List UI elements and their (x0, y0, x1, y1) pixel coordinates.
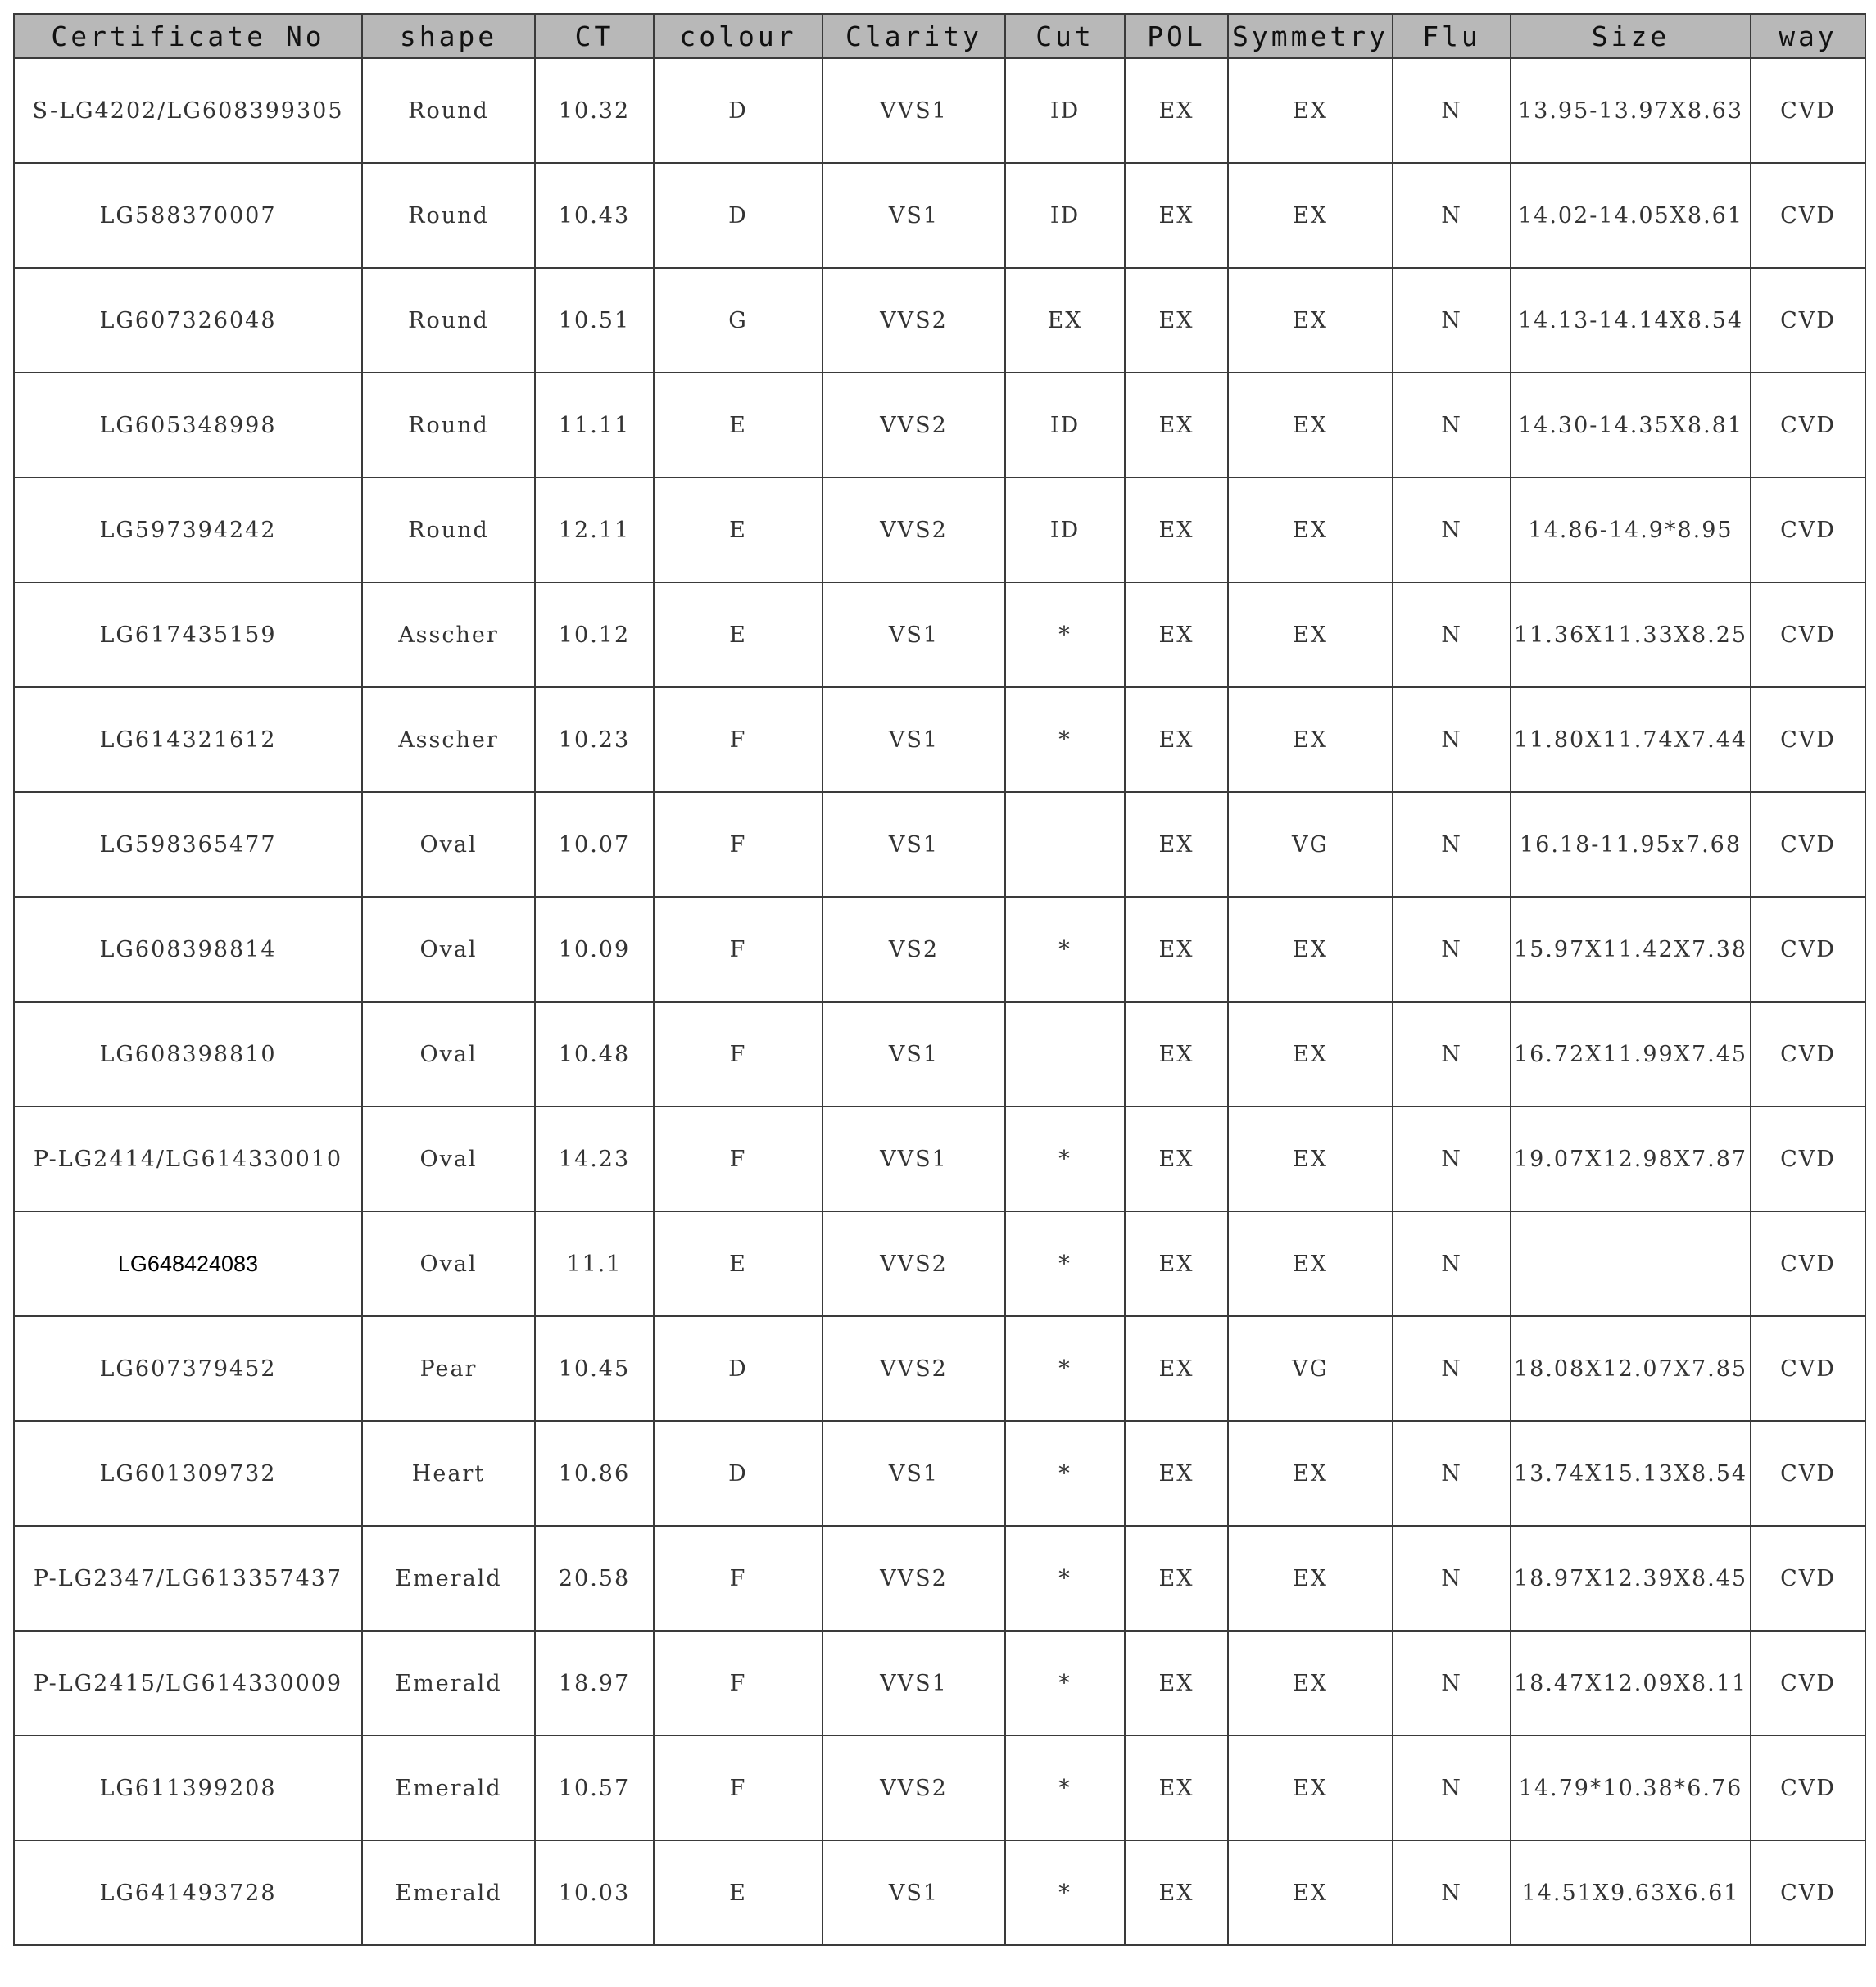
cell-pol: EX (1125, 163, 1228, 268)
cell-ct: 11.1 (535, 1211, 654, 1316)
cell-certificate-no: LG605348998 (14, 373, 362, 478)
cell-shape: Round (362, 373, 535, 478)
cell-ct: 10.03 (535, 1840, 654, 1945)
table-row (14, 478, 1865, 582)
cell-certificate-no: LG614321612 (14, 687, 362, 792)
cell-flu: N (1393, 1736, 1511, 1840)
cell-pol: EX (1125, 58, 1228, 163)
table-row (14, 1002, 1865, 1107)
cell-cut: * (1005, 1840, 1125, 1945)
cell-flu: N (1393, 1316, 1511, 1421)
cell-colour: F (654, 1107, 822, 1211)
cell-shape: Oval (362, 1211, 535, 1316)
cell-pol: EX (1125, 1631, 1228, 1736)
cell-size: 18.97X12.39X8.45 (1511, 1526, 1751, 1631)
cell-shape: Asscher (362, 582, 535, 687)
cell-symmetry: EX (1228, 1211, 1393, 1316)
cell-ct: 18.97 (535, 1631, 654, 1736)
cell-cut: ID (1005, 58, 1125, 163)
cell-clarity: VS1 (822, 1421, 1005, 1526)
cell-cut (1005, 792, 1125, 897)
cell-size: 13.95-13.97X8.63 (1511, 58, 1751, 163)
cell-cut: * (1005, 897, 1125, 1002)
cell-colour: F (654, 1526, 822, 1631)
cell-ct: 12.11 (535, 478, 654, 582)
cell-flu: N (1393, 582, 1511, 687)
table-row (14, 897, 1865, 1002)
cell-shape: Emerald (362, 1840, 535, 1945)
cell-ct: 14.23 (535, 1107, 654, 1211)
table-row (14, 792, 1865, 897)
cell-way: CVD (1751, 1526, 1865, 1631)
cell-colour: D (654, 1421, 822, 1526)
header-ct: CT (535, 14, 654, 58)
cell-symmetry: EX (1228, 897, 1393, 1002)
cell-ct: 10.12 (535, 582, 654, 687)
cell-flu: N (1393, 1211, 1511, 1316)
cell-shape: Pear (362, 1316, 535, 1421)
cell-symmetry: EX (1228, 1421, 1393, 1526)
cell-cut: ID (1005, 478, 1125, 582)
cell-size: 18.47X12.09X8.11 (1511, 1631, 1751, 1736)
header-flu: Flu (1393, 14, 1511, 58)
table-row (14, 268, 1865, 373)
cell-symmetry: EX (1228, 58, 1393, 163)
cell-shape: Oval (362, 1107, 535, 1211)
cell-colour: F (654, 1736, 822, 1840)
cell-symmetry: VG (1228, 1316, 1393, 1421)
cell-way: CVD (1751, 373, 1865, 478)
table-row (14, 373, 1865, 478)
table-row (14, 582, 1865, 687)
cell-certificate-no: LG597394242 (14, 478, 362, 582)
cell-flu: N (1393, 1002, 1511, 1107)
cell-certificate-no: LG598365477 (14, 792, 362, 897)
cell-pol: EX (1125, 792, 1228, 897)
cell-certificate-no: P-LG2415/LG614330009 (14, 1631, 362, 1736)
cell-clarity: VVS2 (822, 1211, 1005, 1316)
cell-flu: N (1393, 268, 1511, 373)
cell-way: CVD (1751, 58, 1865, 163)
cell-way: CVD (1751, 687, 1865, 792)
cell-clarity: VVS2 (822, 478, 1005, 582)
cell-pol: EX (1125, 1526, 1228, 1631)
cell-ct: 10.57 (535, 1736, 654, 1840)
cell-shape: Oval (362, 1002, 535, 1107)
cell-clarity: VVS1 (822, 58, 1005, 163)
cell-clarity: VS1 (822, 1002, 1005, 1107)
cell-shape: Heart (362, 1421, 535, 1526)
cell-symmetry: VG (1228, 792, 1393, 897)
cell-flu: N (1393, 792, 1511, 897)
cell-colour: E (654, 478, 822, 582)
cell-colour: F (654, 1002, 822, 1107)
cell-cut: EX (1005, 268, 1125, 373)
cell-pol: EX (1125, 582, 1228, 687)
cell-clarity: VVS2 (822, 1736, 1005, 1840)
cell-size: 14.51X9.63X6.61 (1511, 1840, 1751, 1945)
cell-clarity: VVS2 (822, 1526, 1005, 1631)
header-way: way (1751, 14, 1865, 58)
cell-colour: D (654, 163, 822, 268)
table-row (14, 58, 1865, 163)
cell-cut: * (1005, 1526, 1125, 1631)
cell-ct: 10.07 (535, 792, 654, 897)
cell-shape: Round (362, 478, 535, 582)
cell-way: CVD (1751, 1002, 1865, 1107)
cell-symmetry: EX (1228, 163, 1393, 268)
table-row (14, 1107, 1865, 1211)
cell-ct: 10.09 (535, 897, 654, 1002)
cell-cut: ID (1005, 373, 1125, 478)
cell-colour: E (654, 1211, 822, 1316)
cell-shape: Round (362, 58, 535, 163)
cell-pol: EX (1125, 1736, 1228, 1840)
cell-clarity: VVS2 (822, 373, 1005, 478)
cell-clarity: VS1 (822, 1840, 1005, 1945)
cell-colour: D (654, 1316, 822, 1421)
cell-clarity: VVS2 (822, 268, 1005, 373)
cell-ct: 10.23 (535, 687, 654, 792)
cell-way: CVD (1751, 478, 1865, 582)
cell-shape: Oval (362, 897, 535, 1002)
cell-pol: EX (1125, 687, 1228, 792)
cell-way: CVD (1751, 1211, 1865, 1316)
table-body (14, 58, 1865, 1945)
cell-flu: N (1393, 163, 1511, 268)
cell-clarity: VS1 (822, 687, 1005, 792)
cell-size: 19.07X12.98X7.87 (1511, 1107, 1751, 1211)
cell-symmetry: EX (1228, 687, 1393, 792)
cell-way: CVD (1751, 1736, 1865, 1840)
cell-size: 18.08X12.07X7.85 (1511, 1316, 1751, 1421)
cell-ct: 10.48 (535, 1002, 654, 1107)
cell-certificate-no: LG648424083 (14, 1211, 362, 1316)
cell-symmetry: EX (1228, 1840, 1393, 1945)
cell-shape: Round (362, 268, 535, 373)
cell-ct: 10.45 (535, 1316, 654, 1421)
cell-size: 14.79*10.38*6.76 (1511, 1736, 1751, 1840)
table-row (14, 1631, 1865, 1736)
cell-certificate-no: P-LG2414/LG614330010 (14, 1107, 362, 1211)
cell-way: CVD (1751, 1316, 1865, 1421)
cell-way: CVD (1751, 268, 1865, 373)
cell-flu: N (1393, 1526, 1511, 1631)
cell-size: 14.02-14.05X8.61 (1511, 163, 1751, 268)
cell-size (1511, 1211, 1751, 1316)
cell-clarity: VVS2 (822, 1316, 1005, 1421)
cell-symmetry: EX (1228, 1736, 1393, 1840)
cell-way: CVD (1751, 1107, 1865, 1211)
cell-cut: * (1005, 582, 1125, 687)
cell-pol: EX (1125, 1840, 1228, 1945)
cell-cut (1005, 1002, 1125, 1107)
cell-flu: N (1393, 1840, 1511, 1945)
cell-certificate-no: LG607326048 (14, 268, 362, 373)
header-row (14, 14, 1865, 58)
cell-cut: * (1005, 1421, 1125, 1526)
cell-certificate-no: S-LG4202/LG608399305 (14, 58, 362, 163)
cell-clarity: VS1 (822, 582, 1005, 687)
cell-size: 11.80X11.74X7.44 (1511, 687, 1751, 792)
cell-flu: N (1393, 687, 1511, 792)
cell-flu: N (1393, 897, 1511, 1002)
table-row (14, 1316, 1865, 1421)
cell-flu: N (1393, 1421, 1511, 1526)
cell-cut: ID (1005, 163, 1125, 268)
header-symmetry: Symmetry (1228, 14, 1393, 58)
cell-certificate-no: LG641493728 (14, 1840, 362, 1945)
cell-certificate-no: LG611399208 (14, 1736, 362, 1840)
table-row (14, 1211, 1865, 1316)
cell-size: 14.13-14.14X8.54 (1511, 268, 1751, 373)
cell-cut: * (1005, 1211, 1125, 1316)
table-row (14, 1840, 1865, 1945)
cell-flu: N (1393, 58, 1511, 163)
cell-size: 13.74X15.13X8.54 (1511, 1421, 1751, 1526)
cell-certificate-no: LG588370007 (14, 163, 362, 268)
cell-ct: 10.43 (535, 163, 654, 268)
cell-symmetry: EX (1228, 268, 1393, 373)
cell-size: 14.30-14.35X8.81 (1511, 373, 1751, 478)
cell-way: CVD (1751, 582, 1865, 687)
cell-clarity: VVS1 (822, 1631, 1005, 1736)
table-header (14, 14, 1865, 58)
table-row (14, 163, 1865, 268)
cell-colour: F (654, 687, 822, 792)
cell-shape: Asscher (362, 687, 535, 792)
cell-colour: F (654, 792, 822, 897)
cell-shape: Emerald (362, 1631, 535, 1736)
header-shape: shape (362, 14, 535, 58)
cell-flu: N (1393, 373, 1511, 478)
cell-size: 14.86-14.9*8.95 (1511, 478, 1751, 582)
cell-pol: EX (1125, 1211, 1228, 1316)
cell-ct: 11.11 (535, 373, 654, 478)
cell-colour: F (654, 897, 822, 1002)
header-clarity: Clarity (822, 14, 1005, 58)
cell-ct: 20.58 (535, 1526, 654, 1631)
cell-flu: N (1393, 478, 1511, 582)
cell-way: CVD (1751, 897, 1865, 1002)
cell-cut: * (1005, 1736, 1125, 1840)
cell-certificate-no: LG608398814 (14, 897, 362, 1002)
cell-certificate-no: LG617435159 (14, 582, 362, 687)
certificate-table (13, 13, 1866, 1946)
header-colour: colour (654, 14, 822, 58)
cell-pol: EX (1125, 1107, 1228, 1211)
cell-certificate-no: LG607379452 (14, 1316, 362, 1421)
cell-colour: E (654, 582, 822, 687)
cell-pol: EX (1125, 1316, 1228, 1421)
cell-shape: Oval (362, 792, 535, 897)
cell-shape: Emerald (362, 1736, 535, 1840)
cell-cut: * (1005, 1316, 1125, 1421)
header-size: Size (1511, 14, 1751, 58)
cell-shape: Emerald (362, 1526, 535, 1631)
cell-colour: D (654, 58, 822, 163)
cell-shape: Round (362, 163, 535, 268)
cell-colour: G (654, 268, 822, 373)
header-certificate-no: Certificate No (14, 14, 362, 58)
cell-symmetry: EX (1228, 373, 1393, 478)
cell-size: 15.97X11.42X7.38 (1511, 897, 1751, 1002)
cell-way: CVD (1751, 792, 1865, 897)
cell-pol: EX (1125, 1002, 1228, 1107)
cell-colour: E (654, 1840, 822, 1945)
cell-ct: 10.32 (535, 58, 654, 163)
table-row (14, 1736, 1865, 1840)
header-pol: POL (1125, 14, 1228, 58)
cell-symmetry: EX (1228, 1631, 1393, 1736)
cell-symmetry: EX (1228, 582, 1393, 687)
cell-size: 11.36X11.33X8.25 (1511, 582, 1751, 687)
table-row (14, 687, 1865, 792)
cell-ct: 10.86 (535, 1421, 654, 1526)
cell-symmetry: EX (1228, 1107, 1393, 1211)
cell-clarity: VS1 (822, 792, 1005, 897)
cell-size: 16.18-11.95x7.68 (1511, 792, 1751, 897)
cell-colour: F (654, 1631, 822, 1736)
cell-certificate-no: LG608398810 (14, 1002, 362, 1107)
cell-pol: EX (1125, 897, 1228, 1002)
cell-certificate-no: P-LG2347/LG613357437 (14, 1526, 362, 1631)
cell-flu: N (1393, 1107, 1511, 1211)
cell-colour: E (654, 373, 822, 478)
cell-size: 16.72X11.99X7.45 (1511, 1002, 1751, 1107)
cell-symmetry: EX (1228, 1526, 1393, 1631)
cell-pol: EX (1125, 373, 1228, 478)
cell-way: CVD (1751, 1840, 1865, 1945)
cell-cut: * (1005, 687, 1125, 792)
cell-cut: * (1005, 1631, 1125, 1736)
table-row (14, 1526, 1865, 1631)
table-row (14, 1421, 1865, 1526)
cell-clarity: VS1 (822, 163, 1005, 268)
cell-cut: * (1005, 1107, 1125, 1211)
cell-pol: EX (1125, 1421, 1228, 1526)
cell-clarity: VVS1 (822, 1107, 1005, 1211)
cell-ct: 10.51 (535, 268, 654, 373)
cell-flu: N (1393, 1631, 1511, 1736)
cell-way: CVD (1751, 1421, 1865, 1526)
cell-symmetry: EX (1228, 1002, 1393, 1107)
cell-symmetry: EX (1228, 478, 1393, 582)
cell-way: CVD (1751, 1631, 1865, 1736)
cell-certificate-no: LG601309732 (14, 1421, 362, 1526)
cell-pol: EX (1125, 268, 1228, 373)
cell-way: CVD (1751, 163, 1865, 268)
cell-pol: EX (1125, 478, 1228, 582)
header-cut: Cut (1005, 14, 1125, 58)
cell-clarity: VS2 (822, 897, 1005, 1002)
